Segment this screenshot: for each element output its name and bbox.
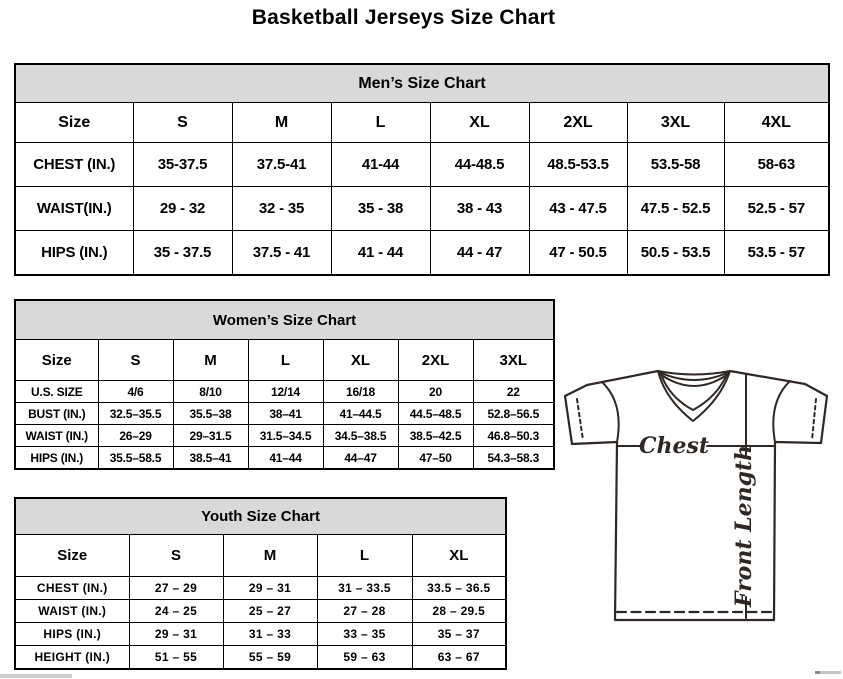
table-cell: 31.5–34.5 xyxy=(248,425,323,447)
column-header: Size xyxy=(15,535,129,577)
table-cell: 33 – 35 xyxy=(317,623,412,646)
column-header: Size xyxy=(15,103,133,143)
column-header: XL xyxy=(430,103,529,143)
table-cell: 29 - 32 xyxy=(133,187,232,231)
table-cell: 38–41 xyxy=(248,403,323,425)
page-title: Basketball Jerseys Size Chart xyxy=(251,6,556,29)
table-cell: 47–50 xyxy=(398,447,473,470)
youth-chart-title: Youth Size Chart xyxy=(15,498,506,535)
table-cell: 35 - 38 xyxy=(331,187,430,231)
table-cell: 29 – 31 xyxy=(129,623,223,646)
table-cell: 44.5–48.5 xyxy=(398,403,473,425)
chest-label: Chest xyxy=(638,433,710,459)
table-cell: 25 – 27 xyxy=(223,600,317,623)
column-header: 3XL xyxy=(473,340,554,381)
table-cell: 52.8–56.5 xyxy=(473,403,554,425)
table-cell: 12/14 xyxy=(248,381,323,403)
column-header: S xyxy=(129,535,223,577)
table-cell: 35.5–58.5 xyxy=(98,447,173,470)
table-cell: 24 – 25 xyxy=(129,600,223,623)
table-cell: 38 - 43 xyxy=(430,187,529,231)
table-cell: 35-37.5 xyxy=(133,143,232,187)
row-label: WAIST (IN.) xyxy=(15,600,129,623)
column-header: 3XL xyxy=(627,103,724,143)
table-cell: 46.8–50.3 xyxy=(473,425,554,447)
table-cell: 41–44 xyxy=(248,447,323,470)
table-row xyxy=(15,143,829,187)
table-cell: 54.3–58.3 xyxy=(473,447,554,470)
row-label: CHEST (IN.) xyxy=(15,143,133,187)
table-cell: 38.5–42.5 xyxy=(398,425,473,447)
row-label: HIPS (IN.) xyxy=(15,231,133,276)
table-row xyxy=(15,623,506,646)
table-cell: 47.5 - 52.5 xyxy=(627,187,724,231)
column-header: XL xyxy=(323,340,398,381)
column-header: S xyxy=(98,340,173,381)
table-row xyxy=(15,577,506,600)
collar-back-arc xyxy=(658,371,730,375)
table-row xyxy=(15,425,554,447)
column-header: L xyxy=(317,535,412,577)
table-cell: 32 - 35 xyxy=(232,187,331,231)
table-cell: 38.5–41 xyxy=(173,447,248,470)
table-cell: 27 – 29 xyxy=(129,577,223,600)
table-row xyxy=(15,403,554,425)
column-header: XL xyxy=(412,535,506,577)
left-cuff-dashed-line xyxy=(577,399,583,440)
row-label: WAIST (IN.) xyxy=(15,425,98,447)
row-label: HEIGHT (IN.) xyxy=(15,646,129,670)
table-cell: 43 - 47.5 xyxy=(529,187,627,231)
table-cell: 41 - 44 xyxy=(331,231,430,276)
column-header: M xyxy=(173,340,248,381)
table-cell: 53.5-58 xyxy=(627,143,724,187)
table-cell: 33.5 – 36.5 xyxy=(412,577,506,600)
table-cell: 44–47 xyxy=(323,447,398,470)
table-cell: 27 – 28 xyxy=(317,600,412,623)
left-sleeve-seam xyxy=(602,382,619,442)
column-header: M xyxy=(223,535,317,577)
table-cell: 44-48.5 xyxy=(430,143,529,187)
table-cell: 29–31.5 xyxy=(173,425,248,447)
row-label: WAIST(IN.) xyxy=(15,187,133,231)
table-cell: 31 – 33.5 xyxy=(317,577,412,600)
table-cell: 55 – 59 xyxy=(223,646,317,670)
table-cell: 35 – 37 xyxy=(412,623,506,646)
table-cell: 22 xyxy=(473,381,554,403)
right-sleeve-seam xyxy=(773,381,790,442)
table-cell: 29 – 31 xyxy=(223,577,317,600)
column-header: M xyxy=(232,103,331,143)
table-cell: 41–44.5 xyxy=(323,403,398,425)
column-header: 2XL xyxy=(398,340,473,381)
table-row xyxy=(15,447,554,470)
mens-header-row xyxy=(15,103,829,143)
right-cuff-dashed-line xyxy=(812,399,816,440)
table-cell: 50.5 - 53.5 xyxy=(627,231,724,276)
column-header: L xyxy=(248,340,323,381)
front-length-label: Front Length xyxy=(731,444,757,608)
row-label: CHEST (IN.) xyxy=(15,577,129,600)
table-cell: 48.5-53.5 xyxy=(529,143,627,187)
table-cell: 26–29 xyxy=(98,425,173,447)
table-row xyxy=(15,381,554,403)
table-cell: 31 – 33 xyxy=(223,623,317,646)
table-cell: 47 - 50.5 xyxy=(529,231,627,276)
table-row xyxy=(15,646,506,670)
column-header: 4XL xyxy=(724,103,829,143)
table-cell: 35 - 37.5 xyxy=(133,231,232,276)
horizontal-scrollbar-fragment-left[interactable] xyxy=(0,674,72,678)
column-header: 2XL xyxy=(529,103,627,143)
table-cell: 41-44 xyxy=(331,143,430,187)
row-label: U.S. SIZE xyxy=(15,381,98,403)
table-cell: 52.5 - 57 xyxy=(724,187,829,231)
table-row xyxy=(15,187,829,231)
table-row xyxy=(15,600,506,623)
table-cell: 58-63 xyxy=(724,143,829,187)
mens-size-chart-table xyxy=(14,63,830,276)
womens-header-row xyxy=(15,340,554,381)
horizontal-scrollbar-fragment-right[interactable] xyxy=(815,671,841,674)
youth-header-row xyxy=(15,535,506,577)
table-cell: 8/10 xyxy=(173,381,248,403)
table-cell: 37.5 - 41 xyxy=(232,231,331,276)
scrollbar-thumb-tip xyxy=(815,671,820,674)
jersey-measurement-diagram xyxy=(550,355,843,635)
table-cell: 35.5–38 xyxy=(173,403,248,425)
table-cell: 28 – 29.5 xyxy=(412,600,506,623)
table-cell: 59 – 63 xyxy=(317,646,412,670)
mens-chart-title: Men’s Size Chart xyxy=(15,64,829,103)
row-label: HIPS (IN.) xyxy=(15,447,98,470)
table-cell: 63 – 67 xyxy=(412,646,506,670)
column-header: Size xyxy=(15,340,98,381)
row-label: BUST (IN.) xyxy=(15,403,98,425)
table-cell: 51 – 55 xyxy=(129,646,223,670)
table-cell: 53.5 - 57 xyxy=(724,231,829,276)
row-label: HIPS (IN.) xyxy=(15,623,129,646)
table-cell: 44 - 47 xyxy=(430,231,529,276)
column-header: S xyxy=(133,103,232,143)
table-cell: 34.5–38.5 xyxy=(323,425,398,447)
table-cell: 32.5–35.5 xyxy=(98,403,173,425)
table-cell: 16/18 xyxy=(323,381,398,403)
table-cell: 4/6 xyxy=(98,381,173,403)
table-row xyxy=(15,231,829,276)
column-header: L xyxy=(331,103,430,143)
table-cell: 20 xyxy=(398,381,473,403)
womens-size-chart-table xyxy=(14,299,555,470)
youth-size-chart-table xyxy=(14,497,507,670)
womens-chart-title: Women’s Size Chart xyxy=(15,300,554,340)
table-cell: 37.5-41 xyxy=(232,143,331,187)
